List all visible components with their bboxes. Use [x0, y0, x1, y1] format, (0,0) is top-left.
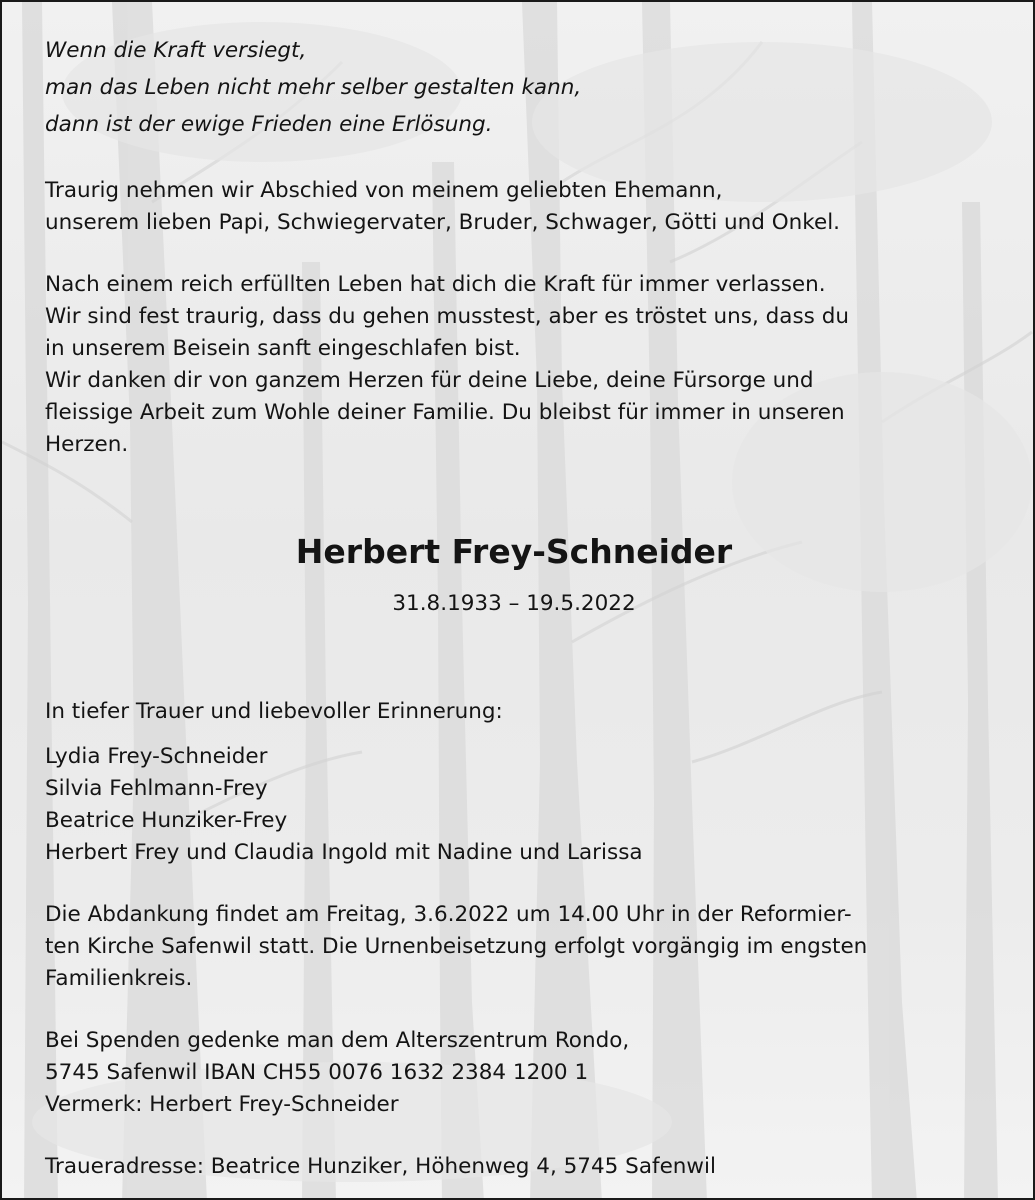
tribute-line: Herzen.	[45, 432, 129, 457]
tribute-line: Wir sind fest traurig, dass du gehen musstest, aber es tröstet uns, dass du	[45, 304, 849, 329]
donation-details	[45, 1025, 995, 1121]
mourner-name: Silvia Fehlmann-Frey	[45, 776, 268, 801]
tribute-line: in unserem Beisein sanft eingeschlafen bist.	[45, 336, 521, 361]
mourning-address: Traueradresse: Beatrice Hunziker, Höhenweg 4, 5745 Safenwil	[45, 1154, 716, 1179]
service-details	[45, 899, 995, 995]
life-dates: 31.8.1933 – 19.5.2022	[392, 591, 636, 616]
service-line: Familienkreis.	[45, 966, 193, 991]
service-line: ten Kirche Safenwil statt. Die Urnenbeisetzung erfolgt vorgängig im engsten	[45, 934, 868, 959]
farewell-line: Traurig nehmen wir Abschied von meinem geliebten Ehemann,	[45, 178, 723, 203]
tribute-paragraph	[45, 269, 995, 461]
memorial-poem	[45, 32, 995, 143]
poem-line: man das Leben nicht mehr selber gestalten kann,	[45, 75, 582, 100]
donation-line: 5745 Safenwil IBAN CH55 0076 1632 2384 1200 1	[45, 1060, 589, 1085]
service-line: Die Abdankung findet am Freitag, 3.6.2022 um 14.00 Uhr in der Reformier-	[45, 902, 852, 927]
tribute-line: Wir danken dir von ganzem Herzen für deine Liebe, deine Fürsorge und	[45, 368, 814, 393]
mourner-name: Herbert Frey und Claudia Ingold mit Nadine und Larissa	[45, 840, 643, 865]
obituary-text	[45, 32, 995, 1183]
farewell-line: unserem lieben Papi, Schwiegervater, Bruder, Schwager, Götti und Onkel.	[45, 210, 841, 235]
mourner-name: Beatrice Hunziker-Frey	[45, 808, 288, 833]
mourners-list	[45, 741, 995, 869]
donation-line: Bei Spenden gedenke man dem Alterszentrum Rondo,	[45, 1028, 630, 1053]
tribute-line: Nach einem reich erfüllten Leben hat dich die Kraft für immer verlassen.	[45, 272, 826, 297]
poem-line: dann ist der ewige Frieden eine Erlösung.	[45, 112, 493, 137]
farewell-paragraph	[45, 175, 995, 239]
mourner-name: Lydia Frey-Schneider	[45, 744, 268, 769]
poem-line: Wenn die Kraft versiegt,	[45, 38, 307, 63]
tribute-line: fleissige Arbeit zum Wohle deiner Familie. Du bleibst für immer in unseren	[45, 400, 845, 425]
donation-line: Vermerk: Herbert Frey-Schneider	[45, 1092, 399, 1117]
mourners-intro: In tiefer Trauer und liebevoller Erinnerung:	[45, 699, 503, 724]
deceased-name: Herbert Frey-Schneider	[295, 532, 733, 571]
